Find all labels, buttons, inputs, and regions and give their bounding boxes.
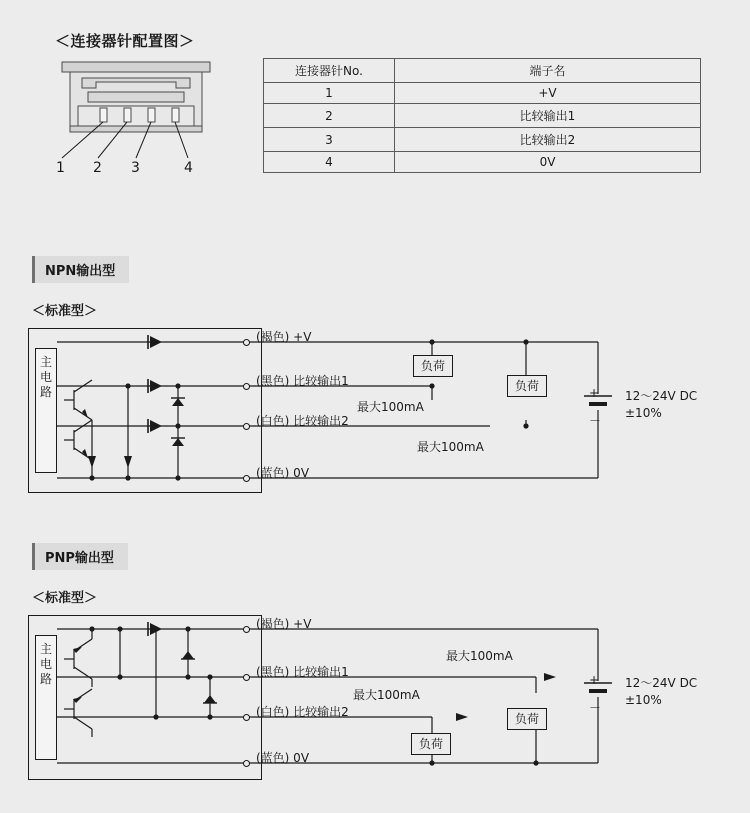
pnp-supply-tolerance: ±10% [625,693,662,707]
pnp-terminal-label-0v: (蓝色) 0V [256,751,310,765]
cell-pin-no: 3 [264,128,395,152]
pin-label-4: 4 [184,160,193,176]
cell-terminal-name: 0V [395,152,701,173]
npn-terminal-dot-out2 [243,423,250,430]
cell-pin-no: 2 [264,104,395,128]
col-header-terminal-name: 端子名 [395,59,701,83]
table-header-row [264,59,701,83]
pin-label-2: 2 [93,160,102,176]
pnp-terminal-label-plusv: (褐色) +V [256,617,312,631]
pin-label-1: 1 [56,160,65,176]
npn-load-box-2 [507,375,547,397]
npn-load-box-1 [413,355,453,377]
npn-supply-minus-sign: － [589,414,602,428]
npn-terminal-dot-out1 [243,383,250,390]
npn-main-circuit-label: 主电路 [39,355,52,399]
npn-supply-tolerance: ±10% [625,406,662,420]
pnp-load-label-1: 负荷 [514,712,539,726]
pnp-load-box-1 [507,708,547,730]
connector-pin-table-wrap [263,58,701,173]
npn-load-label-2: 负荷 [514,379,539,393]
connector-illustration [48,60,223,190]
pnp-terminal-dot-out1 [243,674,250,681]
connector-section-heading: ＜连接器针配置图＞ [55,32,195,50]
pnp-terminal-dot-plusv [243,626,250,633]
npn-current-note-2: 最大100mA [417,440,484,454]
pnp-load-box-2 [411,733,451,755]
npn-load-label-1: 负荷 [420,359,445,373]
pnp-main-circuit-label: 主电路 [39,642,52,686]
npn-terminal-label-0v: (蓝色) 0V [256,466,310,480]
npn-terminal-label-plusv: (褐色) +V [256,330,312,344]
pnp-current-note-1: 最大100mA [446,649,513,663]
npn-terminal-label-out2: (白色) 比较输出2 [256,414,349,428]
pnp-load-label-2: 负荷 [418,737,443,751]
npn-terminal-dot-plusv [243,339,250,346]
npn-tag-wrap [32,256,129,283]
pnp-tag-wrap [32,543,128,570]
cell-terminal-name: +V [395,83,701,104]
pnp-supply-minus-sign: － [589,701,602,715]
npn-terminal-label-out1: (黑色) 比较输出1 [256,374,349,388]
pin-label-3: 3 [131,160,140,176]
npn-terminal-dot-0v [243,475,250,482]
npn-current-note-1: 最大100mA [357,400,424,414]
cell-pin-no: 1 [264,83,395,104]
pnp-supply-plus-sign: + [589,673,600,687]
npn-supply-voltage: 12～24V DC [625,389,698,403]
pnp-supply-voltage: 12～24V DC [625,676,698,690]
npn-output-tag: NPN输出型 [32,256,129,283]
cell-terminal-name: 比较输出2 [395,128,701,152]
pnp-current-note-2: 最大100mA [353,688,420,702]
pnp-terminal-label-out2: (白色) 比较输出2 [256,705,349,719]
pnp-output-tag: PNP输出型 [32,543,128,570]
cell-pin-no: 4 [264,152,395,173]
table-row [264,83,701,104]
cell-terminal-name: 比较输出1 [395,104,701,128]
connector-pin-table [263,58,701,173]
pnp-terminal-dot-out2 [243,714,250,721]
table-row [264,104,701,128]
table-row [264,128,701,152]
pnp-terminal-dot-0v [243,760,250,767]
npn-subtitle: ＜标准型＞ [32,304,98,319]
pnp-terminal-label-out1: (黑色) 比较输出1 [256,665,349,679]
pnp-subtitle: ＜标准型＞ [32,591,98,606]
table-row [264,152,701,173]
npn-supply-plus-sign: + [589,386,600,400]
col-header-pin-no: 连接器针No. [264,59,395,83]
